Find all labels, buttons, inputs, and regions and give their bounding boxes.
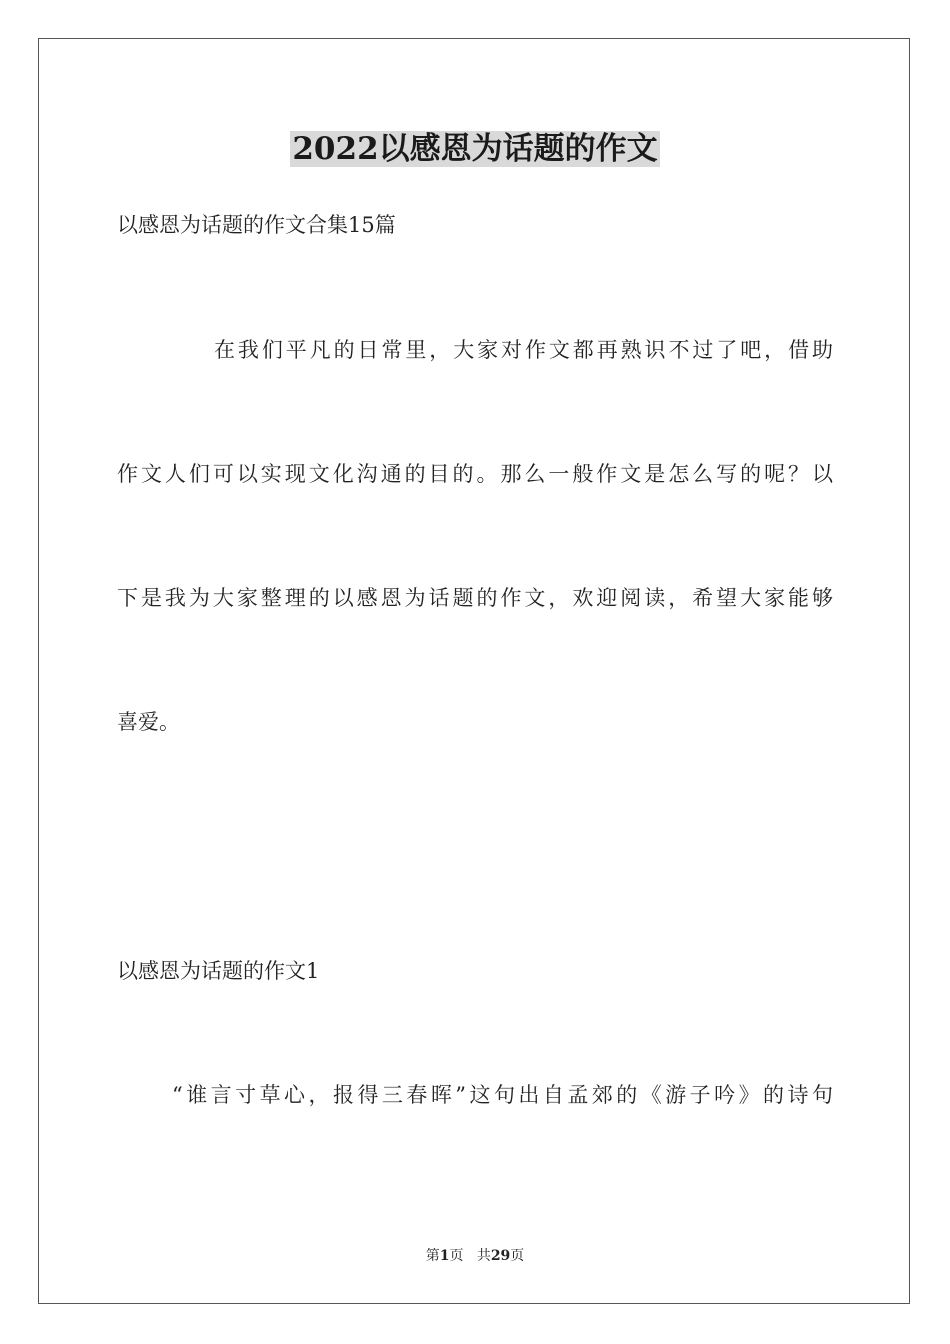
page-current: 1 bbox=[439, 1248, 450, 1264]
document-subtitle: 以感恩为话题的作文合集15篇 bbox=[117, 213, 396, 237]
page-total: 29 bbox=[490, 1248, 511, 1264]
intro-line-3: 下是我为大家整理的以感恩为话题的作文，欢迎阅读，希望大家能够 bbox=[117, 586, 833, 610]
page-suffix: 页 bbox=[449, 1248, 464, 1264]
page-footer bbox=[0, 1246, 950, 1266]
total-suffix: 页 bbox=[510, 1248, 525, 1264]
section-heading: 以感恩为话题的作文1 bbox=[117, 959, 320, 983]
section-line-1: “谁言寸草心，报得三春晖”这句出自孟郊的《游子吟》的诗句 bbox=[172, 1083, 833, 1107]
intro-line-1: 在我们平凡的日常里，大家对作文都再熟识不过了吧，借助 bbox=[214, 338, 833, 362]
intro-line-4: 喜爱。 bbox=[117, 710, 180, 734]
page-prefix: 第 bbox=[425, 1248, 440, 1264]
document-title bbox=[0, 127, 950, 171]
document-title-text: 2022以感恩为话题的作文 bbox=[292, 131, 658, 167]
intro-line-2: 作文人们可以实现文化沟通的目的。那么一般作文是怎么写的呢？以 bbox=[117, 462, 833, 486]
total-prefix: 共 bbox=[476, 1248, 491, 1264]
